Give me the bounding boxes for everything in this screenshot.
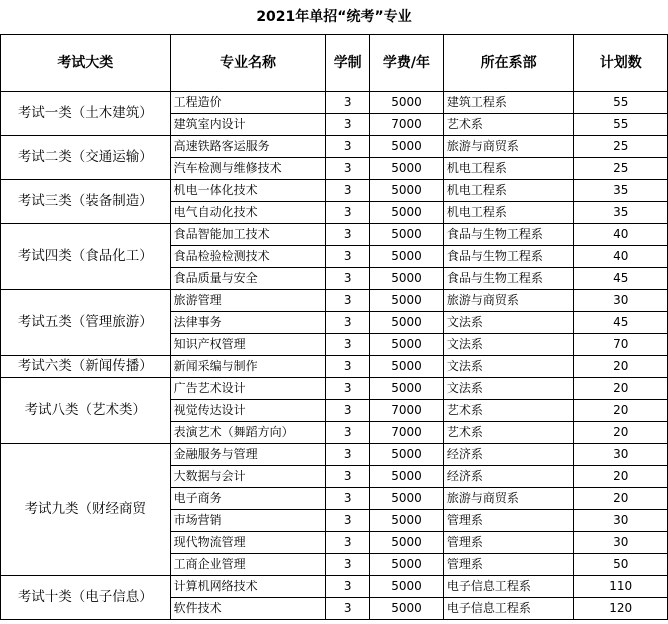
page-title: 2021年单招“统考”专业 [256,9,412,25]
plan-cell: 30 [574,532,668,554]
years-cell: 3 [326,114,370,136]
years-cell: 3 [326,510,370,532]
category-cell: 考试二类（交通运输） [1,136,171,180]
department-cell: 电子信息工程系 [443,598,574,620]
major-cell: 食品质量与安全 [170,268,326,290]
department-cell: 艺术系 [443,114,574,136]
fee-cell: 5000 [370,180,444,202]
plan-cell: 35 [574,202,668,224]
category-cell: 考试一类（土木建筑） [1,92,171,136]
plan-cell: 70 [574,334,668,356]
fee-cell: 5000 [370,268,444,290]
table-row [1,356,668,378]
department-cell: 建筑工程系 [443,92,574,114]
major-cell: 法律事务 [170,312,326,334]
major-cell: 电气自动化技术 [170,202,326,224]
header-category: 考试大类 [1,35,171,92]
years-cell: 3 [326,532,370,554]
department-cell: 文法系 [443,378,574,400]
plan-cell: 35 [574,180,668,202]
major-cell: 市场营销 [170,510,326,532]
table-row [1,290,668,312]
header-plan: 计划数 [574,35,668,92]
header-years: 学制 [326,35,370,92]
major-cell: 食品智能加工技术 [170,224,326,246]
department-cell: 机电工程系 [443,158,574,180]
department-cell: 食品与生物工程系 [443,268,574,290]
category-cell: 考试十类（电子信息） [1,576,171,620]
major-cell: 旅游管理 [170,290,326,312]
table-header-row [1,35,668,92]
table-row [1,180,668,202]
header-major: 专业名称 [170,35,326,92]
department-cell: 文法系 [443,334,574,356]
header-fee: 学费/年 [370,35,444,92]
major-cell: 建筑室内设计 [170,114,326,136]
header-department: 所在系部 [443,35,574,92]
years-cell: 3 [326,444,370,466]
category-cell: 考试六类（新闻传播） [1,356,171,378]
department-cell: 文法系 [443,356,574,378]
fee-cell: 5000 [370,576,444,598]
major-cell: 知识产权管理 [170,334,326,356]
years-cell: 3 [326,356,370,378]
category-cell: 考试三类（装备制造） [1,180,171,224]
enrollment-table [0,34,668,620]
department-cell: 管理系 [443,532,574,554]
table-row [1,576,668,598]
department-cell: 旅游与商贸系 [443,290,574,312]
plan-cell: 55 [574,92,668,114]
department-cell: 机电工程系 [443,202,574,224]
major-cell: 工商企业管理 [170,554,326,576]
major-cell: 软件技术 [170,598,326,620]
fee-cell: 5000 [370,466,444,488]
department-cell: 电子信息工程系 [443,576,574,598]
major-cell: 计算机网络技术 [170,576,326,598]
department-cell: 艺术系 [443,422,574,444]
department-cell: 旅游与商贸系 [443,488,574,510]
years-cell: 3 [326,598,370,620]
years-cell: 3 [326,180,370,202]
years-cell: 3 [326,202,370,224]
years-cell: 3 [326,422,370,444]
table-row [1,92,668,114]
fee-cell: 5000 [370,92,444,114]
fee-cell: 5000 [370,532,444,554]
major-cell: 高速铁路客运服务 [170,136,326,158]
years-cell: 3 [326,136,370,158]
fee-cell: 5000 [370,378,444,400]
major-cell: 视觉传达设计 [170,400,326,422]
plan-cell: 110 [574,576,668,598]
major-cell: 表演艺术（舞蹈方向） [170,422,326,444]
table-row [1,444,668,466]
plan-cell: 20 [574,378,668,400]
plan-cell: 20 [574,466,668,488]
fee-cell: 5000 [370,488,444,510]
category-cell: 考试九类（财经商贸 [1,444,171,576]
table-row [1,224,668,246]
fee-cell: 5000 [370,356,444,378]
plan-cell: 40 [574,224,668,246]
plan-cell: 25 [574,136,668,158]
plan-cell: 30 [574,290,668,312]
department-cell: 管理系 [443,554,574,576]
major-cell: 现代物流管理 [170,532,326,554]
department-cell: 文法系 [443,312,574,334]
major-cell: 工程造价 [170,92,326,114]
category-cell: 考试四类（食品化工） [1,224,171,290]
years-cell: 3 [326,246,370,268]
department-cell: 食品与生物工程系 [443,224,574,246]
department-cell: 经济系 [443,466,574,488]
category-cell: 考试五类（管理旅游） [1,290,171,356]
years-cell: 3 [326,554,370,576]
major-cell: 大数据与会计 [170,466,326,488]
major-cell: 电子商务 [170,488,326,510]
years-cell: 3 [326,576,370,598]
years-cell: 3 [326,268,370,290]
plan-cell: 45 [574,312,668,334]
years-cell: 3 [326,488,370,510]
table-row [1,136,668,158]
plan-cell: 55 [574,114,668,136]
plan-cell: 20 [574,488,668,510]
major-cell: 食品检验检测技术 [170,246,326,268]
plan-cell: 50 [574,554,668,576]
years-cell: 3 [326,378,370,400]
department-cell: 艺术系 [443,400,574,422]
plan-cell: 20 [574,400,668,422]
department-cell: 管理系 [443,510,574,532]
fee-cell: 5000 [370,290,444,312]
major-cell: 新闻采编与制作 [170,356,326,378]
major-cell: 汽车检测与维修技术 [170,158,326,180]
years-cell: 3 [326,312,370,334]
years-cell: 3 [326,92,370,114]
years-cell: 3 [326,158,370,180]
department-cell: 旅游与商贸系 [443,136,574,158]
major-cell: 金融服务与管理 [170,444,326,466]
fee-cell: 5000 [370,136,444,158]
plan-cell: 20 [574,356,668,378]
fee-cell: 5000 [370,224,444,246]
years-cell: 3 [326,334,370,356]
major-cell: 广告艺术设计 [170,378,326,400]
years-cell: 3 [326,466,370,488]
plan-cell: 25 [574,158,668,180]
department-cell: 食品与生物工程系 [443,246,574,268]
table-row [1,378,668,400]
plan-cell: 20 [574,422,668,444]
plan-cell: 30 [574,510,668,532]
plan-cell: 120 [574,598,668,620]
fee-cell: 5000 [370,312,444,334]
fee-cell: 5000 [370,246,444,268]
years-cell: 3 [326,224,370,246]
plan-cell: 45 [574,268,668,290]
fee-cell: 7000 [370,422,444,444]
fee-cell: 5000 [370,510,444,532]
fee-cell: 5000 [370,334,444,356]
fee-cell: 7000 [370,400,444,422]
department-cell: 机电工程系 [443,180,574,202]
department-cell: 经济系 [443,444,574,466]
fee-cell: 7000 [370,114,444,136]
years-cell: 3 [326,400,370,422]
table-body [1,92,668,620]
category-cell: 考试八类（艺术类） [1,378,171,444]
fee-cell: 5000 [370,202,444,224]
plan-cell: 40 [574,246,668,268]
years-cell: 3 [326,290,370,312]
major-cell: 机电一体化技术 [170,180,326,202]
fee-cell: 5000 [370,598,444,620]
fee-cell: 5000 [370,444,444,466]
fee-cell: 5000 [370,158,444,180]
plan-cell: 30 [574,444,668,466]
fee-cell: 5000 [370,554,444,576]
